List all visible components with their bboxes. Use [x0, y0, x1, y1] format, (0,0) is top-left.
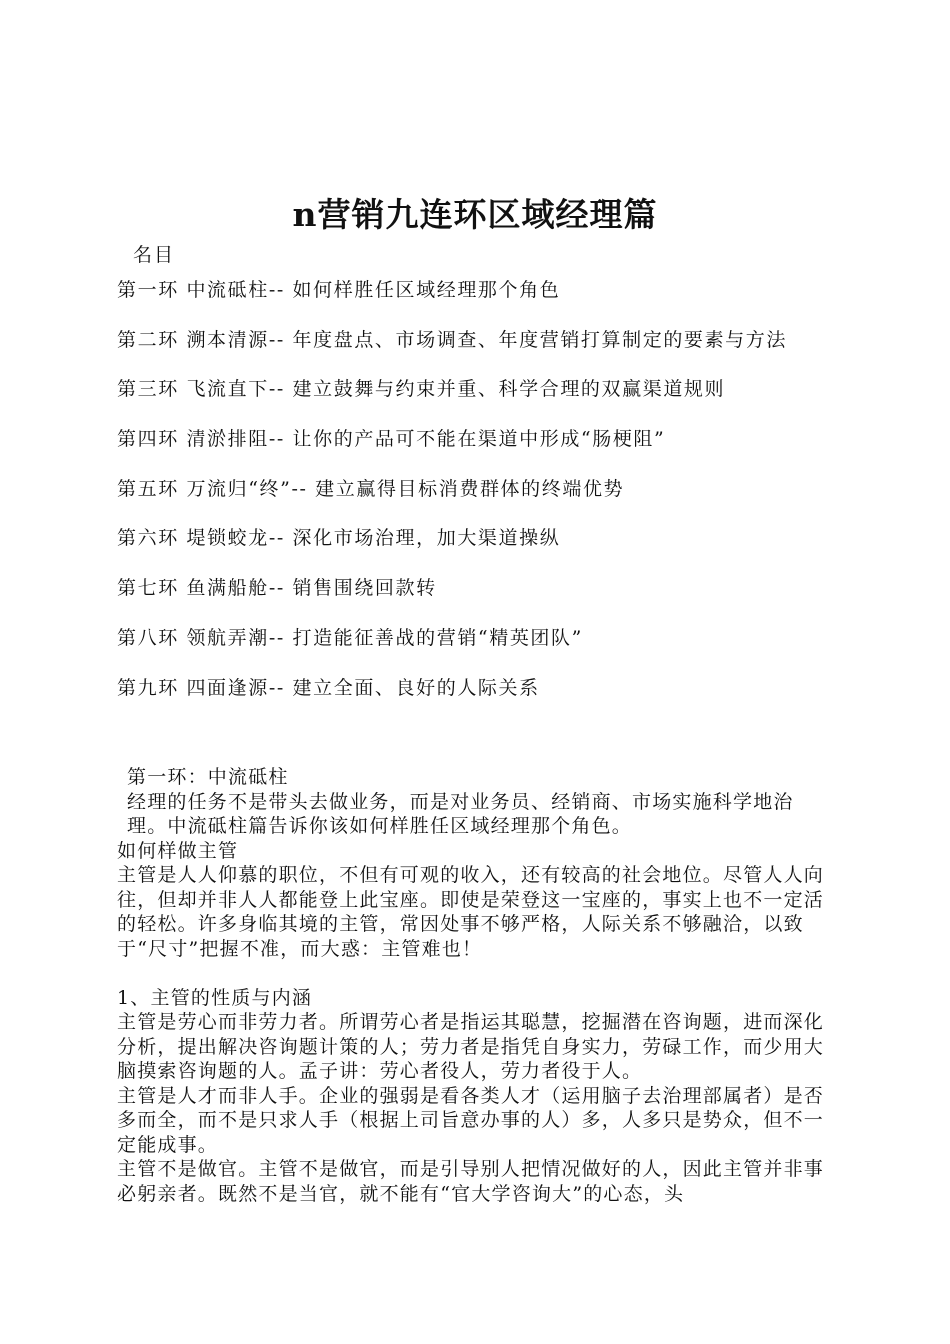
section-heading: 第一环：中流砥柱	[127, 766, 289, 788]
paragraph: 主管是人才而非人手。企业的强弱是看各类人才（运用脑子去治理部属者）是否多而全，而不是只求人手（根据上司旨意办事的人）多，人多只是势众，但不一定能成事。	[117, 1084, 825, 1156]
toc-item-3: 第三环 飞流直下-- 建立鼓舞与约束并重、科学合理的双赢渠道规则	[117, 378, 726, 400]
toc-item-5: 第五环 万流归“终”-- 建立赢得目标消费群体的终端优势	[117, 478, 625, 500]
paragraph: 主管是劳心而非劳力者。所谓劳心者是指运其聪慧，挖掘潜在咨询题，进而深化分析，提出解决咨询题计策的人；劳力者是指凭自身实力，劳碌工作，而少用大脑摸索咨询题的人。孟子讲：劳心者役人，劳力者役于人。	[117, 1011, 825, 1082]
toc-item-7: 第七环 鱼满船舱-- 销售围绕回款转	[117, 577, 437, 599]
toc-item-1: 第一环 中流砥柱-- 如何样胜任区域经理那个角色	[117, 279, 561, 301]
toc-item-8: 第八环 领航弄潮-- 打造能征善战的营销“精英团队”	[117, 627, 583, 649]
sub-heading: 如何样做主管	[117, 839, 239, 862]
toc-item-6: 第六环 堤锁蛟龙-- 深化市场治理，加大渠道操纵	[117, 527, 561, 549]
blank-line	[117, 961, 829, 986]
paragraph: 主管不是做官。主管不是做官，而是引导别人把情况做好的人，因此主管并非事必躬亲者。既然不是当官，就不能有“官大学咨询大”的心态，头	[117, 1158, 825, 1205]
document-title: n营销九连环区域经理篇	[292, 195, 658, 234]
toc-item-4: 第四环 清淤排阻-- 让你的产品可不能在渠道中形成“肠梗阻”	[117, 428, 666, 450]
paragraph: 主管是人人仰慕的职位，不但有可观的收入，还有较高的社会地位。尽管人人向往，但却并非人人都能登上此宝座。即使是荣登这一宝座的，事实上也不一定活的轻松。许多身临其境的主管，常因处事不够严格，人际关系不够融洽，以致于“尺寸”把握不准，而大惑：主管难也！	[117, 864, 825, 960]
toc-item-2: 第二环 溯本清源-- 年度盘点、市场调查、年度营销打算制定的要素与方法	[117, 329, 787, 351]
toc-heading: 名目	[133, 244, 176, 266]
point-heading: 1、主管的性质与内涵	[117, 986, 313, 1009]
section-body	[117, 765, 829, 1206]
section-intro: 经理的任务不是带头去做业务，而是对业务员、经销商、市场实施科学地治理。中流砥柱篇告诉你该如何样胜任区域经理那个角色。	[127, 790, 794, 837]
toc-item-9: 第九环 四面逢源-- 建立全面、良好的人际关系	[117, 677, 540, 699]
